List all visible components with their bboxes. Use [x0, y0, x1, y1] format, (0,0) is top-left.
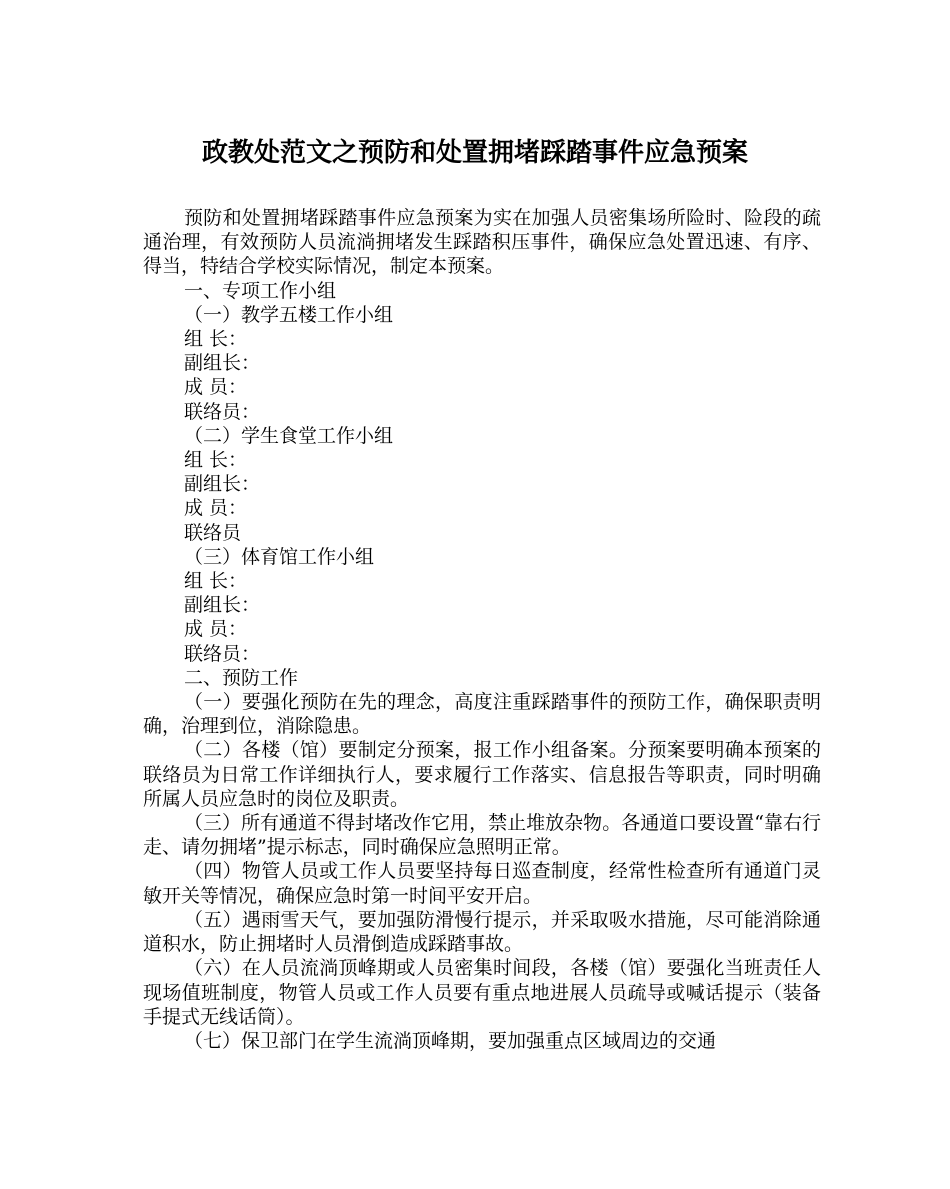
paragraph-item: （三）所有通道不得封堵改作它用，禁止堆放杂物。各通道口要设置“靠右行走、请勿拥堵”提示标志，同时确保应急照明正常。	[143, 812, 821, 859]
role-line: 成 员：	[184, 376, 248, 399]
role-line: 副组长：	[184, 473, 261, 496]
role-line: 成 员：	[184, 497, 248, 520]
paragraph-item: （四）物管人员或工作人员要坚持每日巡查制度，经常性检查所有通道门灵敏开关等情况，确保应急时第一时间平安开启。	[143, 860, 821, 907]
role-line: 联络员：	[184, 400, 261, 423]
subsection-heading: （一）教学五楼工作小组	[184, 303, 394, 326]
section-heading: 一、专项工作小组	[184, 279, 337, 302]
role-line: 副组长：	[184, 352, 261, 375]
paragraph-item: （一）要强化预防在先的理念，高度注重踩踏事件的预防工作，确保职责明确，治理到位，消除隐患。	[143, 691, 821, 738]
role-line: 组 长：	[184, 449, 248, 472]
role-line: 联络员	[184, 521, 242, 544]
document-body	[143, 206, 821, 1053]
page-title: 政教处范文之预防和处置拥堵踩踏事件应急预案	[201, 138, 748, 168]
paragraph-intro: 预防和处置拥堵踩踏事件应急预案为实在加强人员密集场所险时、险段的疏通治理，有效预防人员流淌拥堵发生踩踏积压事件，确保应急处置迅速、有序、得当，特结合学校实际情况，制定本预案。	[143, 207, 821, 278]
paragraph-item: （五）遇雨雪天气，要加强防滑慢行提示，并采取吸水措施，尽可能消除通道积水，防止拥堵时人员滑倒造成踩踏事故。	[143, 908, 821, 956]
paragraph-item: （二）各楼（馆）要制定分预案，报工作小组备案。分预案要明确本预案的联络员为日常工作详细执行人，要求履行工作落实、信息报告等职责，同时明确所属人员应急时的岗位及职责。	[143, 739, 821, 810]
paragraph-item: （七）保卫部门在学生流淌顶峰期，要加强重点区域周边的交通	[184, 1029, 717, 1052]
role-line: 联络员：	[184, 642, 261, 665]
paragraph-item: （六）在人员流淌顶峰期或人员密集时间段，各楼（馆）要强化当班责任人现场值班制度，物管人员或工作人员要有重点地进展人员疏导或喊话提示（装备手提式无线话筒）。	[143, 957, 821, 1028]
role-line: 组 长：	[184, 570, 248, 593]
role-line: 副组长：	[184, 594, 261, 617]
role-line: 组 长：	[184, 328, 248, 351]
role-line: 成 员：	[184, 618, 248, 641]
subsection-heading: （二）学生食堂工作小组	[184, 424, 394, 447]
section-heading: 二、预防工作	[184, 666, 299, 689]
subsection-heading: （三）体育馆工作小组	[184, 545, 375, 568]
